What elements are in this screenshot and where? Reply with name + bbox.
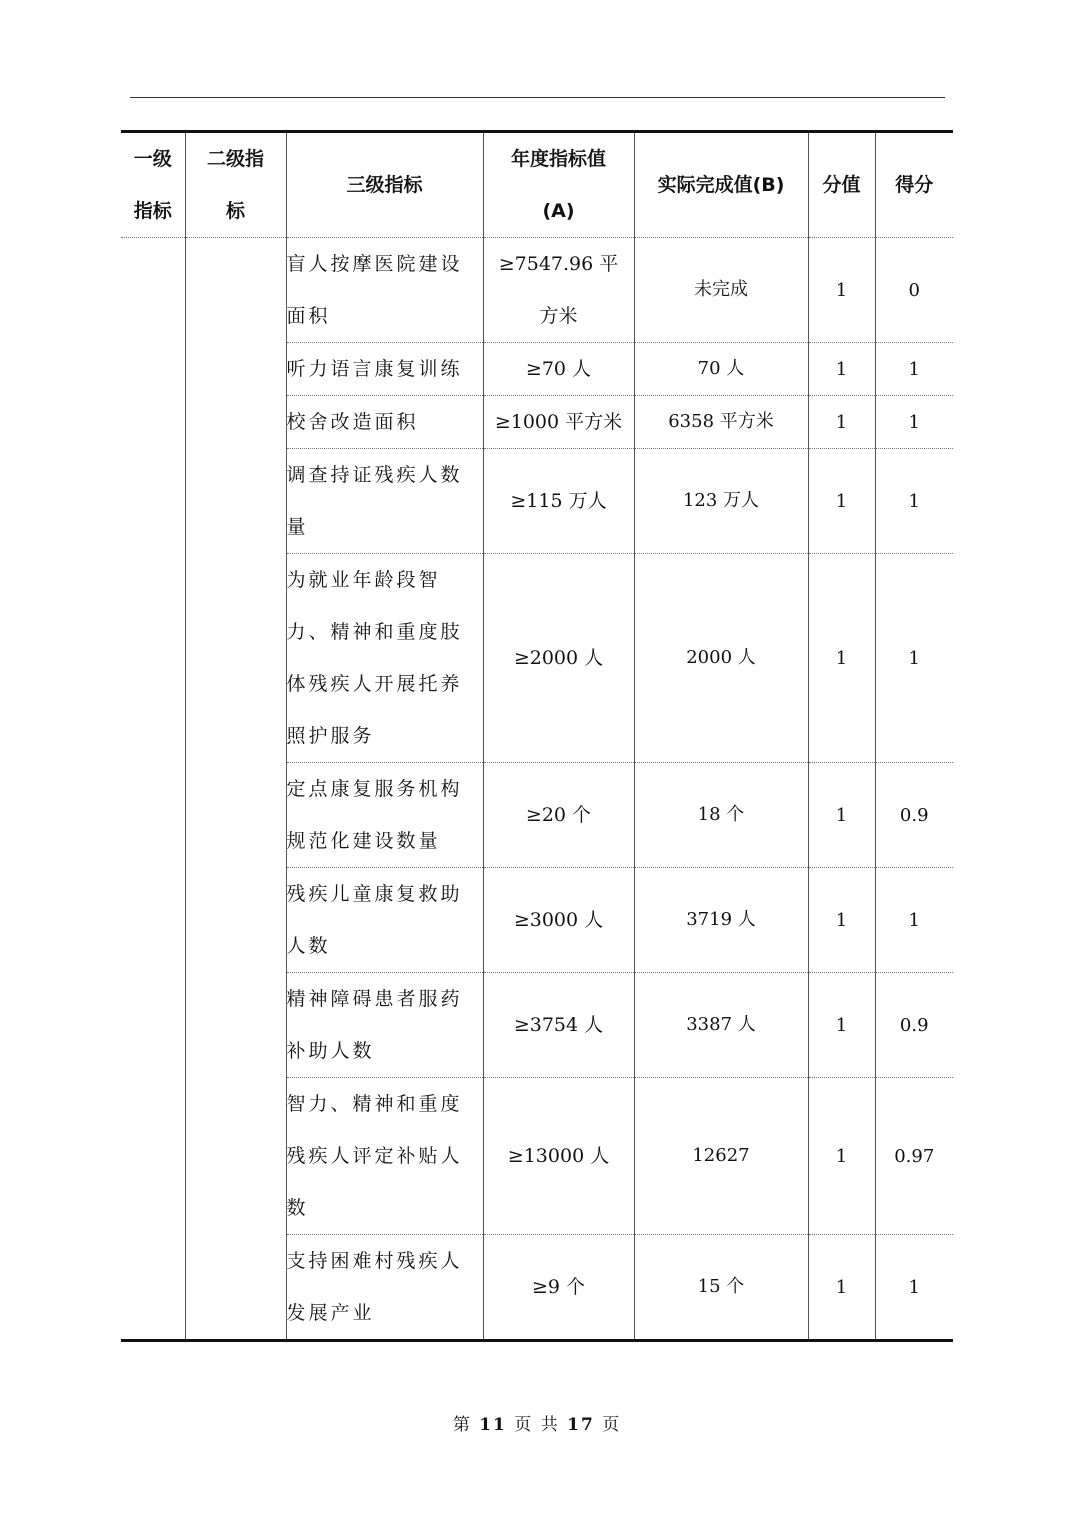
actual-cell: 12627 [634, 1078, 808, 1235]
target-cell: ≥20 个 [483, 763, 634, 868]
target-cell: ≥3754 人 [483, 973, 634, 1078]
score-cell: 1 [875, 1235, 953, 1341]
actual-cell: 未完成 [634, 238, 808, 343]
actual-cell: 2000 人 [634, 554, 808, 763]
table-row [121, 238, 953, 343]
actual-cell: 3387 人 [634, 973, 808, 1078]
indicator-cell: 调查持证残疾人数量 [286, 449, 483, 554]
weight-cell: 1 [808, 554, 875, 763]
target-cell: ≥2000 人 [483, 554, 634, 763]
score-cell: 0.9 [875, 763, 953, 868]
target-cell: ≥1000 平方米 [483, 396, 634, 449]
indicator-cell: 定点康复服务机构规范化建设数量 [286, 763, 483, 868]
footer-prefix: 第 [452, 1415, 472, 1435]
actual-cell: 123 万人 [634, 449, 808, 554]
table-header-row [121, 132, 953, 238]
actual-cell: 15 个 [634, 1235, 808, 1341]
indicator-cell: 盲人按摩医院建设面积 [286, 238, 483, 343]
actual-cell: 70 人 [634, 343, 808, 396]
actual-cell: 6358 平方米 [634, 396, 808, 449]
weight-cell: 1 [808, 973, 875, 1078]
score-cell: 1 [875, 554, 953, 763]
actual-cell: 3719 人 [634, 868, 808, 973]
footer-middle: 页 共 [514, 1415, 560, 1435]
total-page-number: 17 [567, 1415, 595, 1435]
weight-cell: 1 [808, 1235, 875, 1341]
score-cell: 1 [875, 449, 953, 554]
header-level1: 一级指标 [121, 132, 185, 238]
weight-cell: 1 [808, 396, 875, 449]
score-cell: 1 [875, 396, 953, 449]
indicator-cell: 支持困难村残疾人发展产业 [286, 1235, 483, 1341]
score-cell: 0.97 [875, 1078, 953, 1235]
weight-cell: 1 [808, 238, 875, 343]
header-score: 得分 [875, 132, 953, 238]
indicator-cell: 精神障碍患者服药补助人数 [286, 973, 483, 1078]
header-actual: 实际完成值(B) [634, 132, 808, 238]
header-target: 年度指标值(A) [483, 132, 634, 238]
level1-cell [121, 238, 185, 1341]
header-level3: 三级指标 [286, 132, 483, 238]
footer-suffix: 页 [602, 1415, 622, 1435]
weight-cell: 1 [808, 763, 875, 868]
actual-cell: 18 个 [634, 763, 808, 868]
header-level2: 二级指标 [185, 132, 286, 238]
score-cell: 0 [875, 238, 953, 343]
header-rule [130, 97, 945, 98]
weight-cell: 1 [808, 1078, 875, 1235]
target-cell: ≥7547.96 平方米 [483, 238, 634, 343]
indicator-cell: 校舍改造面积 [286, 396, 483, 449]
current-page-number: 11 [479, 1415, 507, 1435]
weight-cell: 1 [808, 868, 875, 973]
indicator-cell: 听力语言康复训练 [286, 343, 483, 396]
performance-indicator-table [121, 130, 953, 1342]
score-cell: 1 [875, 868, 953, 973]
target-cell: ≥115 万人 [483, 449, 634, 554]
indicator-cell: 智力、精神和重度残疾人评定补贴人数 [286, 1078, 483, 1235]
score-cell: 0.9 [875, 973, 953, 1078]
score-cell: 1 [875, 343, 953, 396]
header-weight: 分值 [808, 132, 875, 238]
target-cell: ≥70 人 [483, 343, 634, 396]
target-cell: ≥9 个 [483, 1235, 634, 1341]
target-cell: ≥3000 人 [483, 868, 634, 973]
indicator-cell: 为就业年龄段智力、精神和重度肢体残疾人开展托养照护服务 [286, 554, 483, 763]
page-footer [0, 1410, 1074, 1435]
level2-cell [185, 238, 286, 1341]
target-cell: ≥13000 人 [483, 1078, 634, 1235]
weight-cell: 1 [808, 343, 875, 396]
indicator-cell: 残疾儿童康复救助人数 [286, 868, 483, 973]
weight-cell: 1 [808, 449, 875, 554]
